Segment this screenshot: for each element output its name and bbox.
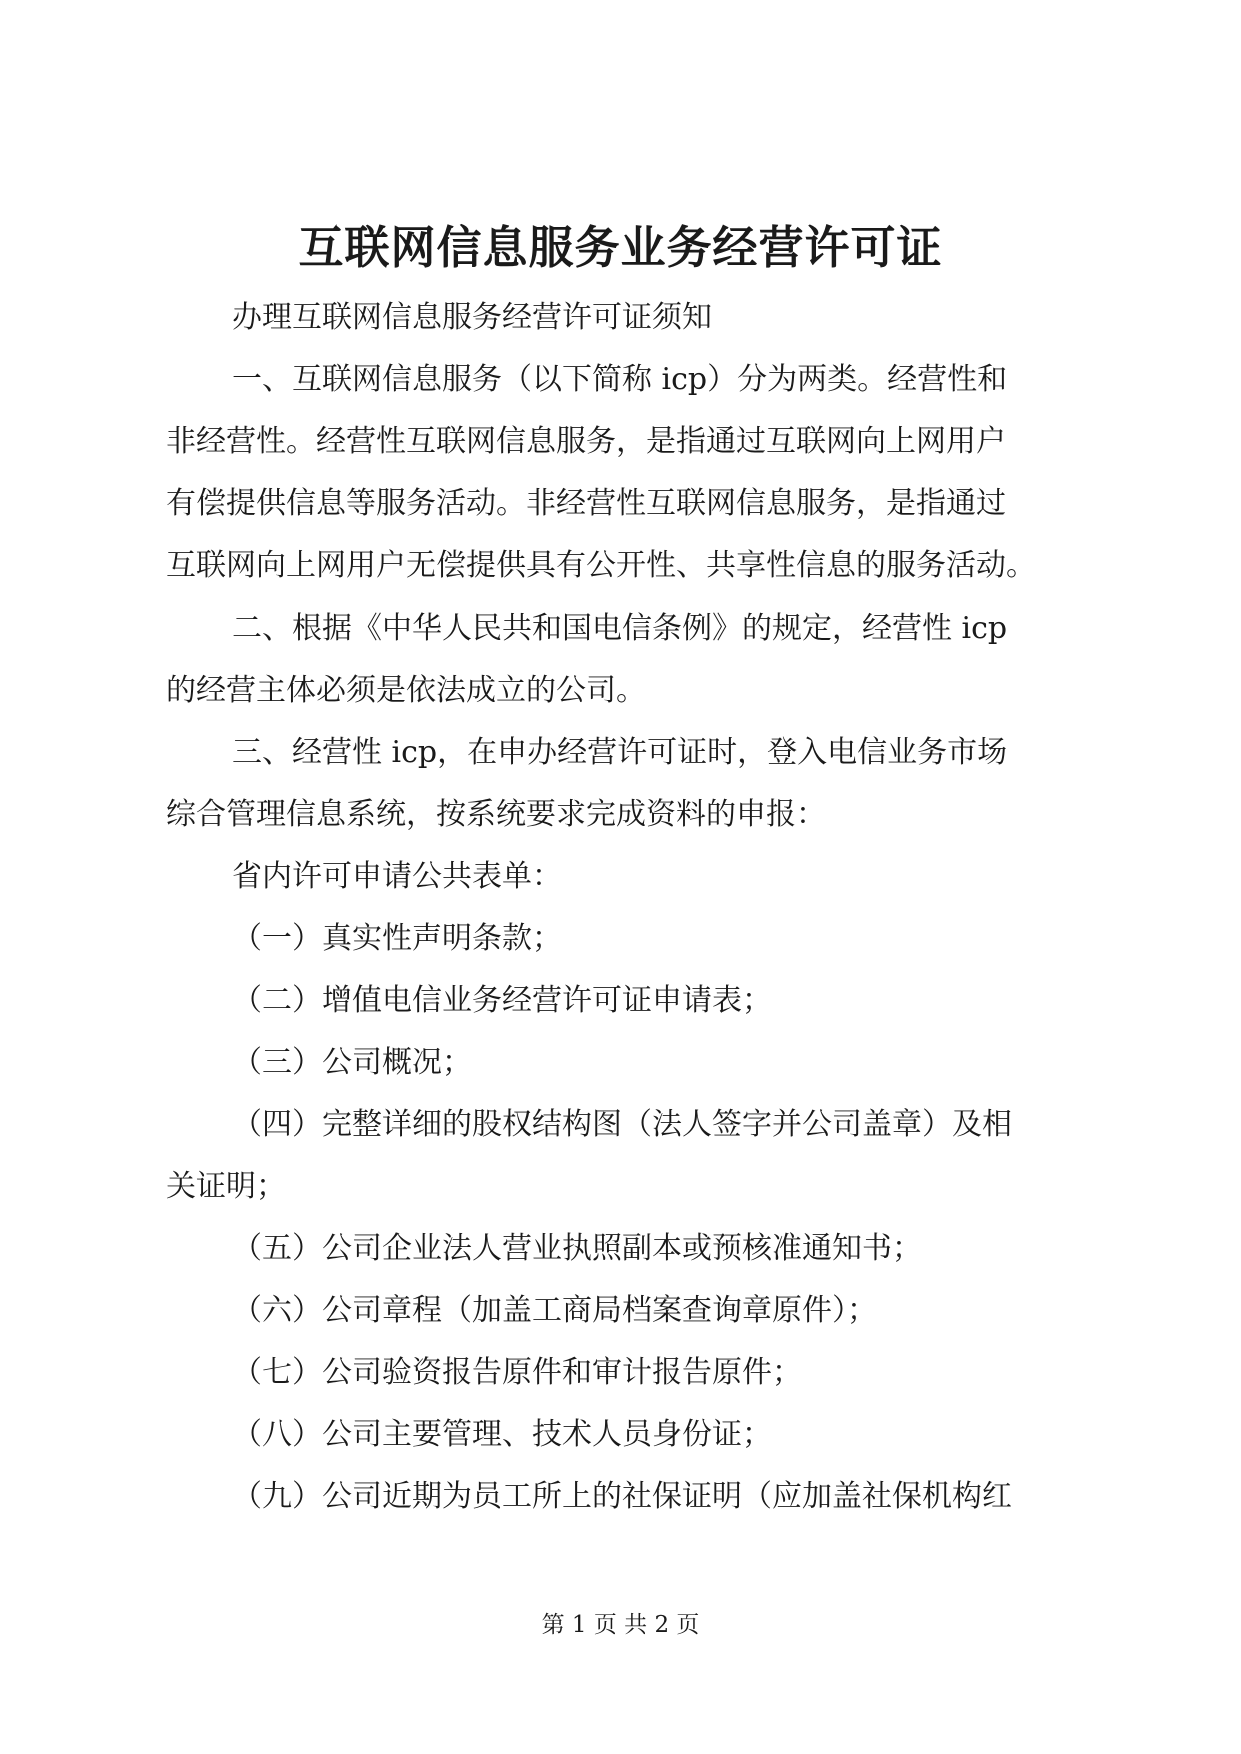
list-item: （七）公司验资报告原件和审计报告原件；	[232, 1355, 802, 1390]
list-item: （六）公司章程（加盖工商局档案查询章原件）；	[232, 1293, 877, 1328]
list-item: （八）公司主要管理、技术人员身份证；	[232, 1417, 772, 1452]
paragraph-line: 非经营性。经营性互联网信息服务，是指通过互联网向上网用户	[166, 424, 1006, 459]
list-item: （四）完整详细的股权结构图（法人签字并公司盖章）及相	[232, 1107, 1012, 1142]
list-item: （五）公司企业法人营业执照副本或预核准通知书；	[232, 1231, 922, 1266]
document-title: 互联网信息服务业务经营许可证	[298, 221, 943, 274]
list-item: （二）增值电信业务经营许可证申请表；	[232, 983, 772, 1018]
paragraph-line: 省内许可申请公共表单：	[232, 859, 562, 894]
paragraph-line: 二、根据《中华人民共和国电信条例》的规定，经营性 icp	[232, 611, 1008, 646]
paragraph-line: 有偿提供信息等服务活动。非经营性互联网信息服务，是指通过	[166, 486, 1006, 521]
paragraph-line: 综合管理信息系统，按系统要求完成资料的申报：	[166, 797, 826, 832]
paragraph-line: 三、经营性 icp，在申办经营许可证时，登入电信业务市场	[232, 735, 1008, 770]
list-item: （一）真实性声明条款；	[232, 921, 562, 956]
list-item: （九）公司近期为员工所上的社保证明（应加盖社保机构红	[232, 1479, 1012, 1514]
list-item: （三）公司概况；	[232, 1045, 472, 1080]
page-number: 第 1 页 共 2 页	[541, 1612, 700, 1638]
notice-heading: 办理互联网信息服务经营许可证须知	[232, 300, 712, 335]
paragraph-line: 互联网向上网用户无偿提供具有公开性、共享性信息的服务活动。	[166, 548, 1036, 583]
list-item-continuation: 关证明；	[166, 1169, 286, 1204]
paragraph-line: 的经营主体必须是依法成立的公司。	[166, 673, 646, 708]
paragraph-line: 一、互联网信息服务（以下简称 icp）分为两类。经营性和	[232, 362, 1008, 397]
